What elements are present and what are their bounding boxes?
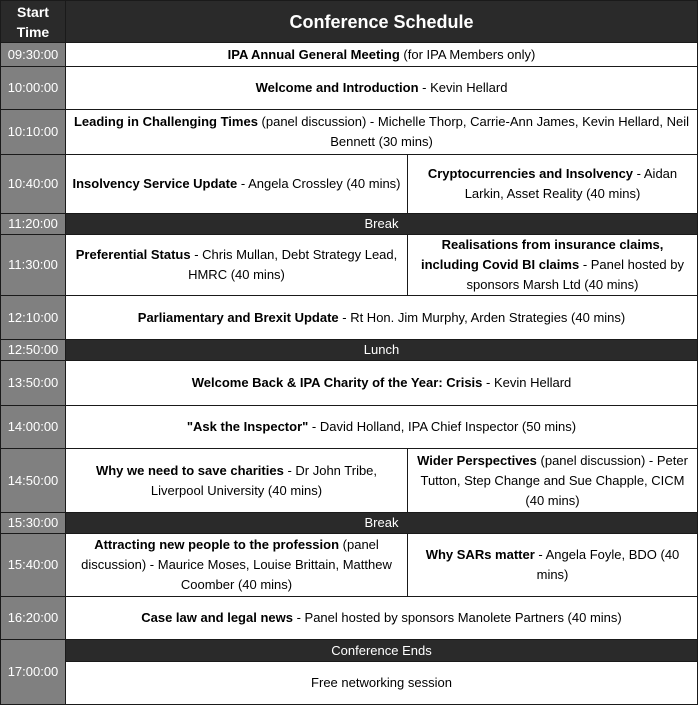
session-details: (panel discussion) - Peter Tutton, Step Change and Sue Chapple, CICM (40 mins) (420, 452, 688, 508)
start-time: 12:50:00 (1, 340, 66, 361)
conference-ends-label: Conference Ends (66, 640, 698, 662)
session-right (408, 155, 698, 214)
session (66, 296, 698, 340)
start-time: 09:30:00 (1, 43, 66, 67)
session (66, 361, 698, 406)
session-title: Parliamentary and Brexit Update (137, 309, 339, 325)
session-right (408, 449, 698, 513)
end-row (1, 640, 698, 662)
schedule-title: Conference Schedule (66, 1, 698, 43)
session-right (408, 235, 698, 296)
start-time: 17:00:00 (1, 640, 66, 705)
break-label: Break (66, 513, 698, 534)
start-time: 15:40:00 (1, 534, 66, 597)
start-time: 11:20:00 (1, 214, 66, 235)
session (66, 406, 698, 449)
schedule-row (1, 406, 698, 449)
session-title: Case law and legal news (141, 610, 293, 625)
session (66, 67, 698, 110)
schedule-row (1, 43, 698, 67)
session-details: - Kevin Hellard (418, 80, 508, 95)
start-time: 10:40:00 (1, 155, 66, 214)
session-details: - Panel hosted by sponsors Manolete Partners (40 mins) (292, 610, 622, 625)
session-title: Wider Perspectives (417, 452, 537, 468)
start-time: 10:00:00 (1, 67, 66, 110)
session-left (66, 235, 408, 296)
schedule-row (1, 155, 698, 214)
session-details: - Dr John Tribe, Liverpool University (40 mins) (150, 462, 378, 498)
session-details: - Angela Foyle, BDO (40 mins) (534, 547, 680, 582)
session (66, 597, 698, 640)
start-time: 13:50:00 (1, 361, 66, 406)
session-details: - Aidan Larkin, Asset Reality (40 mins) (464, 166, 678, 201)
break-row (1, 340, 698, 361)
session-title: Cryptocurrencies and Insolvency (427, 166, 634, 181)
start-time: 10:10:00 (1, 110, 66, 155)
session-right (408, 534, 698, 597)
session-left (66, 449, 408, 513)
session-title: Insolvency Service Update (72, 176, 238, 191)
start-time: 14:00:00 (1, 406, 66, 449)
session-details: - David Holland, IPA Chief Inspector (50 mins) (308, 419, 577, 434)
session-title: Preferential Status (75, 247, 191, 262)
networking-session: Free networking session (66, 662, 698, 705)
session-title: Realisations from insurance claims, including Covid BI claims (421, 237, 664, 272)
session-left (66, 534, 408, 597)
session-title: "Ask the Inspector" (186, 419, 309, 434)
session-details: - Rt Hon. Jim Murphy, Arden Strategies (40 mins) (338, 309, 626, 325)
schedule-row (1, 67, 698, 110)
session-details: - Panel hosted by sponsors Marsh Ltd (40 mins) (466, 257, 684, 292)
start-time: 14:50:00 (1, 449, 66, 513)
schedule-row (1, 361, 698, 406)
lunch-label: Lunch (66, 340, 698, 361)
break-label: Break (66, 214, 698, 235)
session-title: IPA Annual General Meeting (227, 46, 400, 62)
session (66, 110, 698, 155)
session-title: Why SARs matter (425, 547, 535, 562)
session-details: (panel discussion) - Maurice Moses, Louise Brittain, Matthew Coomber (40 mins) (81, 537, 392, 592)
start-time: 12:10:00 (1, 296, 66, 340)
start-time: 16:20:00 (1, 597, 66, 640)
session-title: Attracting new people to the profession (94, 537, 340, 552)
schedule-row (1, 597, 698, 640)
schedule-row (1, 449, 698, 513)
break-row (1, 513, 698, 534)
start-time: 11:30:00 (1, 235, 66, 296)
session-title: Welcome and Introduction (255, 80, 419, 95)
start-time: 15:30:00 (1, 513, 66, 534)
header-row (1, 1, 698, 43)
session (66, 43, 698, 67)
session-left (66, 155, 408, 214)
start-time-header: Start Time (1, 1, 66, 43)
session-details: - Chris Mullan, Debt Strategy Lead, HMRC (40 mins) (188, 247, 398, 282)
session-details: - Kevin Hellard (482, 375, 572, 390)
networking-row (1, 662, 698, 705)
break-row (1, 214, 698, 235)
schedule-row (1, 296, 698, 340)
session-title: Welcome Back & IPA Charity of the Year: Crisis (191, 375, 483, 390)
session-details: (for IPA Members only) (399, 46, 536, 62)
session-title: Why we need to save charities (95, 462, 284, 478)
schedule-row (1, 235, 698, 296)
session-title: Leading in Challenging Times (73, 114, 258, 129)
session-details: (panel discussion) - Michelle Thorp, Carrie-Ann James, Kevin Hellard, Neil Bennett (30 mins) (257, 114, 690, 149)
schedule-row (1, 534, 698, 597)
schedule-row (1, 110, 698, 155)
session-details: - Angela Crossley (40 mins) (237, 176, 401, 191)
